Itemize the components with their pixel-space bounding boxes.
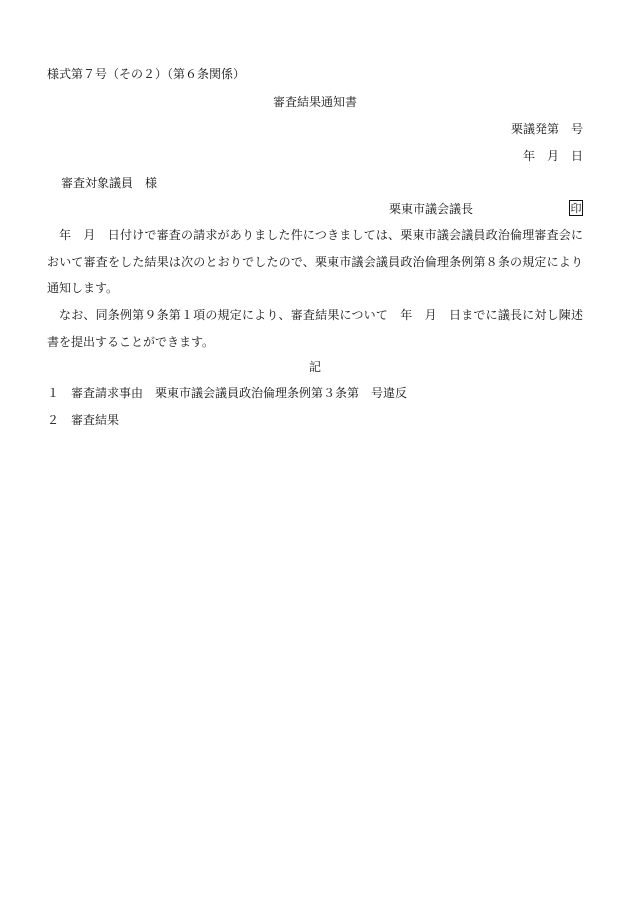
ki-heading: 記 [308,360,321,374]
list-item-number: １ [47,386,60,400]
list-item [47,385,407,401]
seal-mark: 印 [570,202,582,215]
list-item-text: 審査請求事由 栗東市議会議員政治倫理条例第３条第 号違反 [71,386,408,400]
list-item-text: 審査結果 [71,413,120,427]
recipient-line: 審査対象議員 様 [61,176,158,190]
form-label: 様式第７号（その２）（第６条関係） [47,67,246,81]
body-paragraph-2: なお、同条例第９条第１項の規定により、審査結果について 年 月 日までに議長に対し陳述書を提出することができます。 [47,308,583,349]
list-item-number: ２ [47,413,60,427]
list-item [47,412,119,428]
document-number: 栗議発第 号 [510,122,583,136]
document-title: 審査結果通知書 [272,95,357,109]
sender-line: 栗東市議会議長 [389,202,474,216]
document-date: 年 月 日 [522,149,583,163]
body-paragraph-1: 年 月 日付けで審査の請求がありました件につきましては、栗東市議会議員政治倫理審査会において審査をした結果は次のとおりでしたので、栗東市議会議員政治倫理条例第８条の規定により通知します。 [47,228,583,295]
